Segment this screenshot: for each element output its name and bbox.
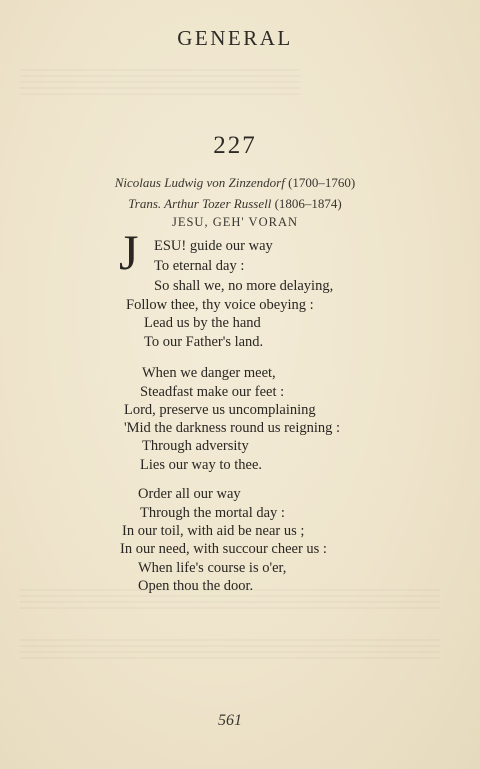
stanza-3-line-3: In our toil, with aid be near us ;	[122, 523, 305, 539]
stanza-3-line-1: Order all our way	[138, 486, 241, 502]
page-number: 561	[218, 712, 242, 729]
stanza-1-line-5: Lead us by the hand	[144, 315, 261, 331]
stanza-1-line-6: To our Father's land.	[144, 334, 264, 350]
stanza-3-line-5: When life's course is o'er,	[138, 560, 287, 576]
author-dates: (1700–1760)	[288, 175, 356, 190]
stanza-2-line-1: When we danger meet,	[142, 365, 276, 381]
stanza-3-line-4: In our need, with succour cheer us :	[120, 541, 327, 557]
drop-cap: J	[119, 224, 139, 280]
author-name: Nicolaus Ludwig von Zinzendorf	[114, 175, 285, 190]
running-header: GENERAL	[177, 26, 293, 50]
hymn-number: 227	[213, 132, 257, 159]
stanza-2-line-4: 'Mid the darkness round us reigning :	[124, 420, 341, 436]
stanza-2-line-5: Through adversity	[142, 438, 249, 454]
stanza-2-line-6: Lies our way to thee.	[140, 457, 263, 473]
stanza-1-line-3: So shall we, no more delaying,	[154, 278, 334, 294]
stanza-3-line-2: Through the mortal day :	[140, 505, 285, 521]
stanza-2-line-3: Lord, preserve us uncomplaining	[124, 402, 316, 418]
translator-credit	[0, 196, 470, 212]
stanza-2-line-2: Steadfast make our feet :	[140, 384, 285, 400]
translator-dates: (1806–1874)	[274, 196, 342, 211]
translator-name: Trans. Arthur Tozer Russell	[128, 196, 272, 211]
stanza-1-line-1: ESU! guide our way	[154, 238, 273, 254]
stanza-1-line-4: Follow thee, thy voice obeying :	[126, 297, 314, 313]
tune-name: JESU, GEH' VORAN	[171, 215, 299, 229]
stanza-3-line-6: Open thou the door.	[138, 578, 254, 594]
stanza-1-line-2: To eternal day :	[154, 258, 245, 274]
author-credit	[0, 175, 470, 191]
